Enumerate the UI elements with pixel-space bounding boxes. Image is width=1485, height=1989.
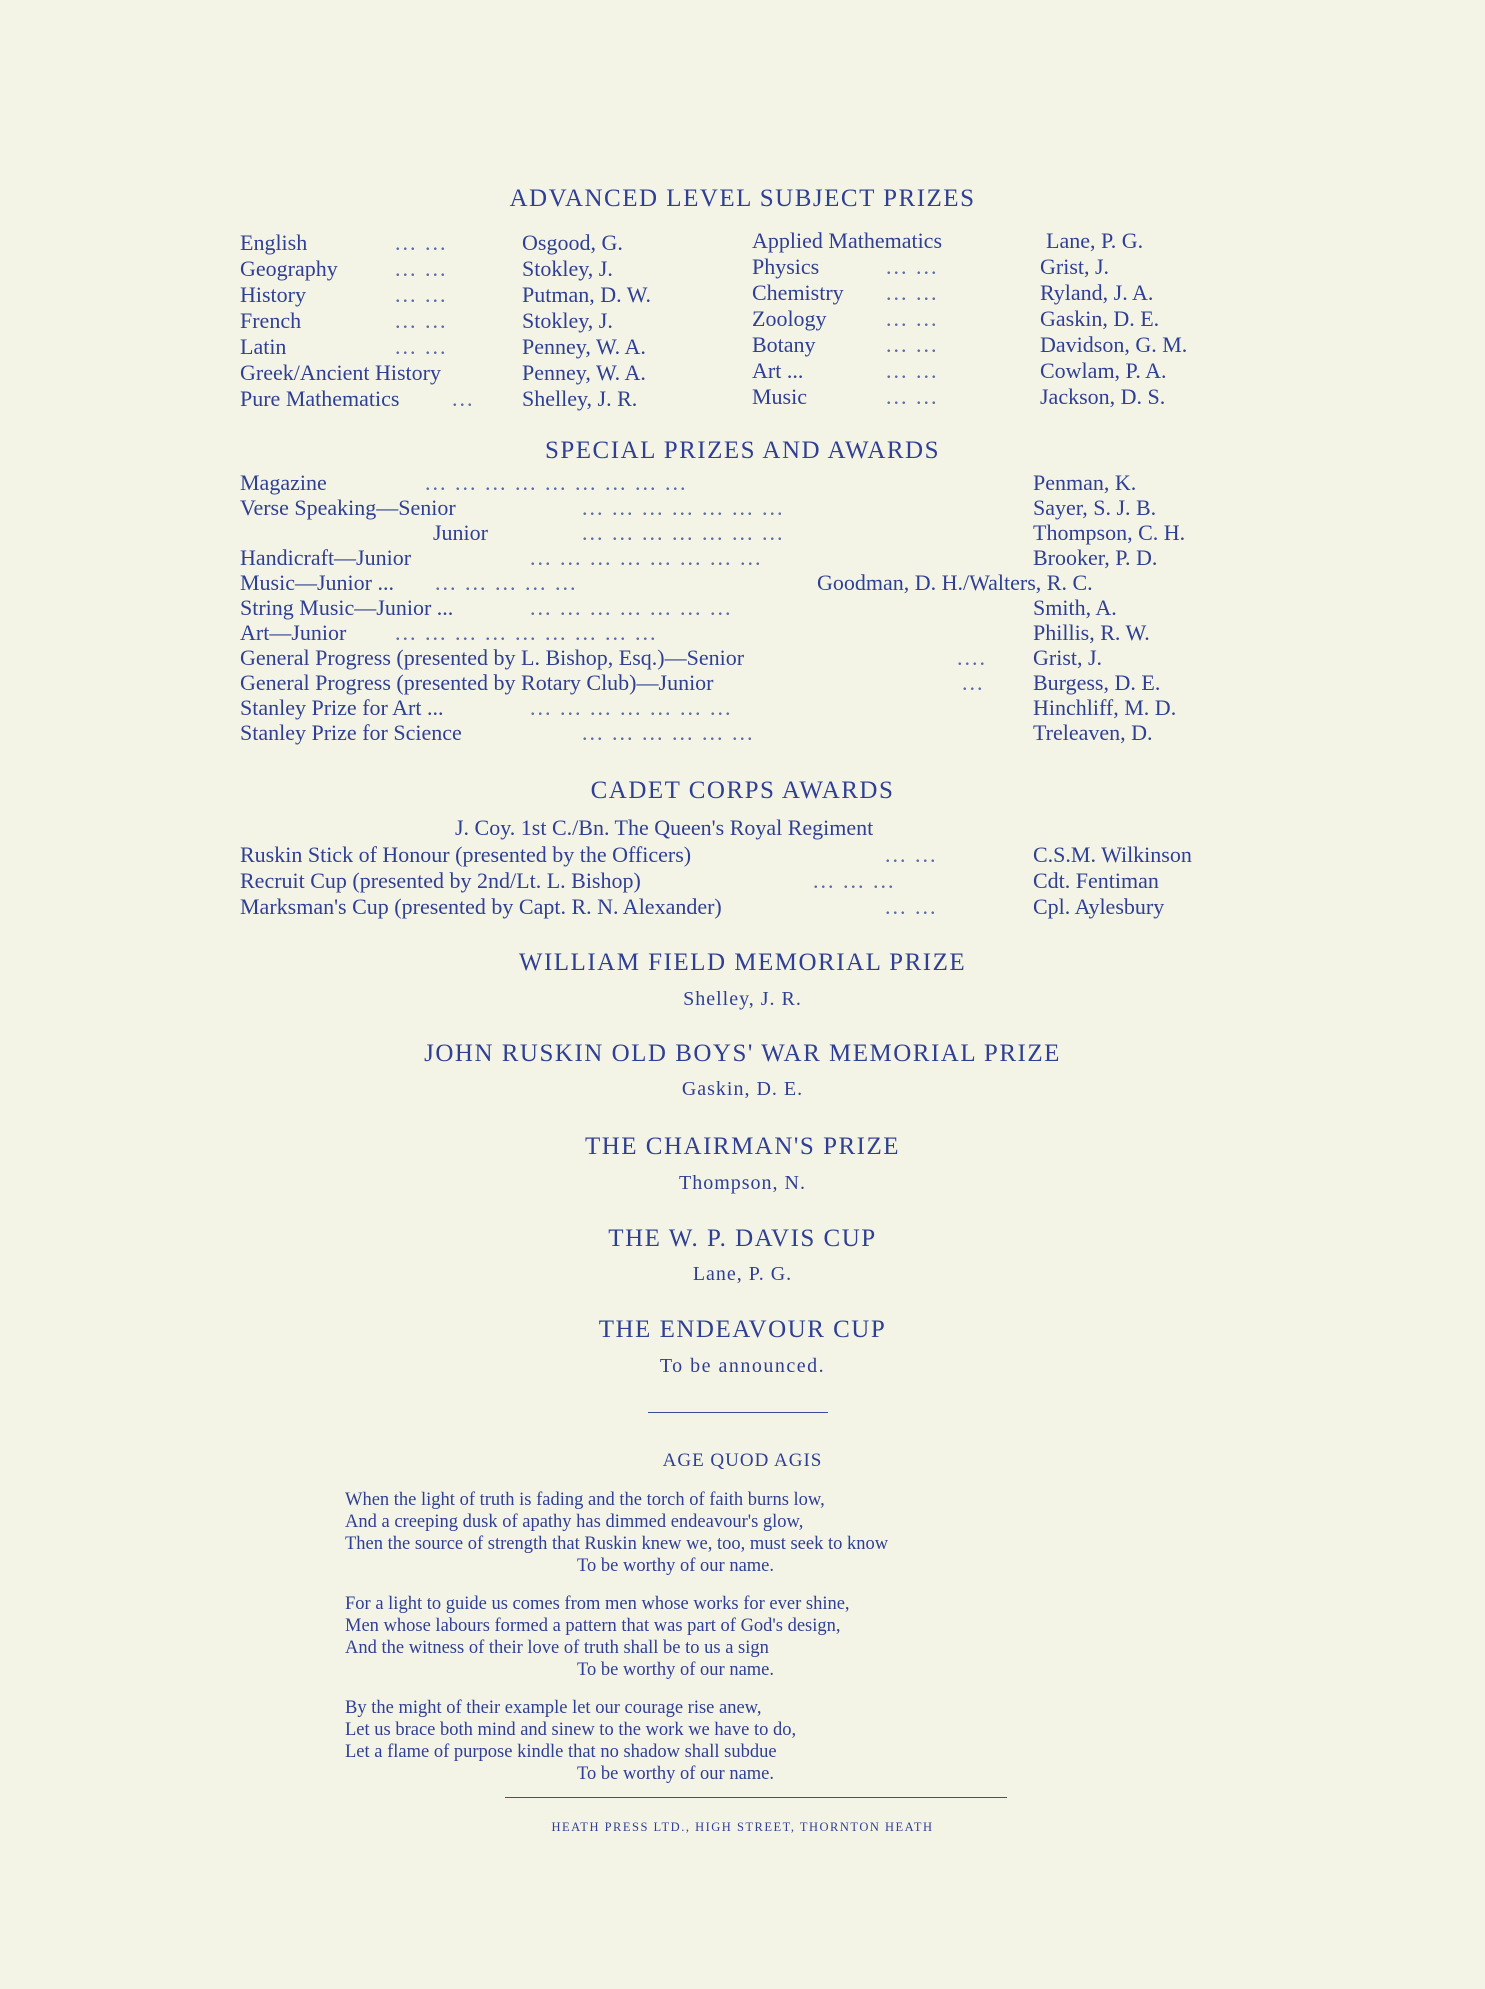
poem-line: And the witness of their love of truth shall be to us a sign [345, 1638, 769, 1658]
award-label: Music—Junior ... [240, 570, 394, 595]
award-label: String Music—Junior ... [240, 595, 454, 620]
award-label: Junior [433, 520, 488, 545]
prize-winner: Davidson, G. M. [1040, 332, 1188, 357]
subject-name: Pure Mathematics [240, 386, 400, 411]
award-title: THE CHAIRMAN'S PRIZE [584, 1133, 901, 1160]
leader-dots: ... ... ... ... ... [435, 570, 578, 595]
award-winner: Shelley, J. R. [683, 988, 802, 1010]
leader-dots: ... ... [395, 230, 448, 255]
poem-line: And a creeping dusk of apathy has dimmed endeavour's glow, [345, 1512, 804, 1532]
leader-dots: ... ... ... [813, 868, 896, 893]
prize-winner: Jackson, D. S. [1040, 384, 1166, 409]
poem-line: Let us brace both mind and sinew to the work we have to do, [345, 1720, 797, 1740]
prize-winner: Gaskin, D. E. [1040, 306, 1160, 331]
prize-winner: Penman, K. [1033, 470, 1137, 495]
leader-dots: ... ... ... ... ... ... ... ... ... [425, 470, 688, 495]
prize-winner: Stokley, J. [522, 308, 613, 333]
leader-dots: ... ... [886, 358, 939, 383]
subject-name: Latin [240, 334, 287, 359]
prize-winner: Sayer, S. J. B. [1033, 495, 1157, 520]
leader-dots: ... ... [886, 306, 939, 331]
leader-dots: ... ... [395, 282, 448, 307]
subject-name: History [240, 282, 306, 307]
prize-winner: Treleaven, D. [1033, 720, 1153, 745]
subject-name: Physics [752, 254, 820, 279]
award-winner: To be announced. [659, 1355, 826, 1377]
leader-dots: ... ... [886, 332, 939, 357]
prize-winner: Brooker, P. D. [1033, 545, 1158, 570]
leader-dots: ... ... ... ... ... ... [582, 720, 755, 745]
award-label: Handicraft—Junior [240, 545, 412, 570]
prize-winner: Lane, P. G. [1046, 228, 1144, 253]
prize-winner: Cowlam, P. A. [1040, 358, 1167, 383]
leader-dots: ... ... [885, 842, 938, 867]
advanced-prizes-heading: ADVANCED LEVEL SUBJECT PRIZES [509, 185, 976, 212]
leader-dots: ... ... [395, 334, 448, 359]
subject-name: French [240, 308, 302, 333]
prize-winner: Cdt. Fentiman [1033, 868, 1159, 893]
award-title: JOHN RUSKIN OLD BOYS' WAR MEMORIAL PRIZE [424, 1040, 1061, 1067]
poem-line: Men whose labours formed a pattern that was part of God's design, [345, 1616, 841, 1636]
prize-winner: Stokley, J. [522, 256, 613, 281]
leader-dots: ... ... ... ... ... ... ... ... [530, 545, 763, 570]
leader-dots: ... [452, 386, 475, 411]
leader-dots: ... ... ... ... ... ... ... [582, 495, 785, 520]
subject-name: Zoology [752, 306, 827, 331]
poem-stanza [345, 1697, 796, 1785]
prize-winner: Goodman, D. H./Walters, R. C. [817, 570, 1093, 595]
subject-name: Chemistry [752, 280, 844, 305]
award-label: Stanley Prize for Art ... [240, 695, 444, 720]
prize-winner: Grist, J. [1033, 645, 1103, 670]
award-winner: Gaskin, D. E. [681, 1078, 804, 1100]
award-label: Magazine [240, 470, 327, 495]
subject-name: Botany [752, 332, 816, 357]
subject-name: English [240, 230, 308, 255]
leader-dots: ... ... [395, 308, 448, 333]
prize-winner: Shelley, J. R. [522, 386, 638, 411]
leader-dots: ... [962, 670, 985, 695]
prize-winner: Grist, J. [1040, 254, 1110, 279]
prize-winner: C.S.M. Wilkinson [1033, 842, 1192, 867]
award-label: General Progress (presented by L. Bishop, Esq.)—Senior [240, 645, 745, 670]
poem-line: Then the source of strength that Ruskin knew we, too, must seek to know [345, 1534, 889, 1554]
prize-winner: Phillis, R. W. [1033, 620, 1150, 645]
leader-dots: .... [957, 645, 987, 670]
prize-winner: Putman, D. W. [522, 282, 651, 307]
leader-dots: ... ... ... ... ... ... ... [582, 520, 785, 545]
poem-refrain: To be worthy of our name. [577, 1764, 775, 1784]
award-title: WILLIAM FIELD MEMORIAL PRIZE [518, 949, 967, 976]
leader-dots: ... ... ... ... ... ... ... [530, 595, 733, 620]
section-divider [648, 1412, 828, 1413]
award-label: Art—Junior [240, 620, 347, 645]
leader-dots: ... ... [885, 894, 938, 919]
award-title: THE ENDEAVOUR CUP [598, 1316, 887, 1343]
printer-imprint: HEATH PRESS LTD., HIGH STREET, THORNTON HEATH [551, 1820, 934, 1834]
prize-winner: Penney, W. A. [522, 334, 646, 359]
prize-winner: Osgood, G. [522, 230, 623, 255]
prize-winner: Cpl. Aylesbury [1033, 894, 1165, 919]
poem-line: By the might of their example let our courage rise anew, [345, 1698, 762, 1718]
poem-stanza [345, 1489, 888, 1577]
cadet-awards-heading: CADET CORPS AWARDS [590, 777, 895, 804]
award-label: Marksman's Cup (presented by Capt. R. N. Alexander) [240, 894, 722, 919]
prize-winner: Ryland, J. A. [1040, 280, 1154, 305]
leader-dots: ... ... ... ... ... ... ... [530, 695, 733, 720]
award-label: Stanley Prize for Science [240, 720, 462, 745]
poem-stanza [345, 1593, 850, 1681]
poem-refrain: To be worthy of our name. [577, 1556, 775, 1576]
award-winner: Lane, P. G. [692, 1263, 793, 1285]
subject-name: Greek/Ancient History [240, 360, 441, 385]
subject-name: Geography [240, 256, 338, 281]
poem-line: For a light to guide us comes from men whose works for ever shine, [345, 1594, 850, 1614]
poem-refrain: To be worthy of our name. [577, 1660, 775, 1680]
award-label: Verse Speaking—Senior [240, 495, 456, 520]
prize-winner: Hinchliff, M. D. [1033, 695, 1177, 720]
leader-dots: ... ... [886, 254, 939, 279]
prize-winner: Penney, W. A. [522, 360, 646, 385]
leader-dots: ... ... ... ... ... ... ... ... ... [395, 620, 658, 645]
leader-dots: ... ... [886, 384, 939, 409]
subject-name: Applied Mathematics [752, 228, 943, 253]
prize-winner: Burgess, D. E. [1033, 670, 1161, 695]
cadet-unit-subtitle: J. Coy. 1st C./Bn. The Queen's Royal Regiment [455, 815, 874, 840]
award-label: Ruskin Stick of Honour (presented by the Officers) [240, 842, 692, 867]
subject-name: Music [752, 384, 807, 409]
award-label: General Progress (presented by Rotary Club)—Junior [240, 670, 714, 695]
poem-line: When the light of truth is fading and the torch of faith burns low, [345, 1490, 825, 1510]
special-prizes-heading: SPECIAL PRIZES AND AWARDS [544, 437, 941, 464]
award-title: THE W. P. DAVIS CUP [608, 1225, 877, 1252]
leader-dots: ... ... [886, 280, 939, 305]
subject-name: Art ... [752, 358, 804, 383]
prize-winner: Smith, A. [1033, 595, 1117, 620]
poem-line: Let a flame of purpose kindle that no shadow shall subdue [345, 1742, 777, 1762]
poem-title: AGE QUOD AGIS [662, 1450, 823, 1471]
leader-dots: ... ... [395, 256, 448, 281]
footer-rule [505, 1797, 1007, 1798]
award-label: Recruit Cup (presented by 2nd/Lt. L. Bishop) [240, 868, 641, 893]
prize-winner: Thompson, C. H. [1033, 520, 1186, 545]
award-winner: Thompson, N. [679, 1172, 806, 1194]
